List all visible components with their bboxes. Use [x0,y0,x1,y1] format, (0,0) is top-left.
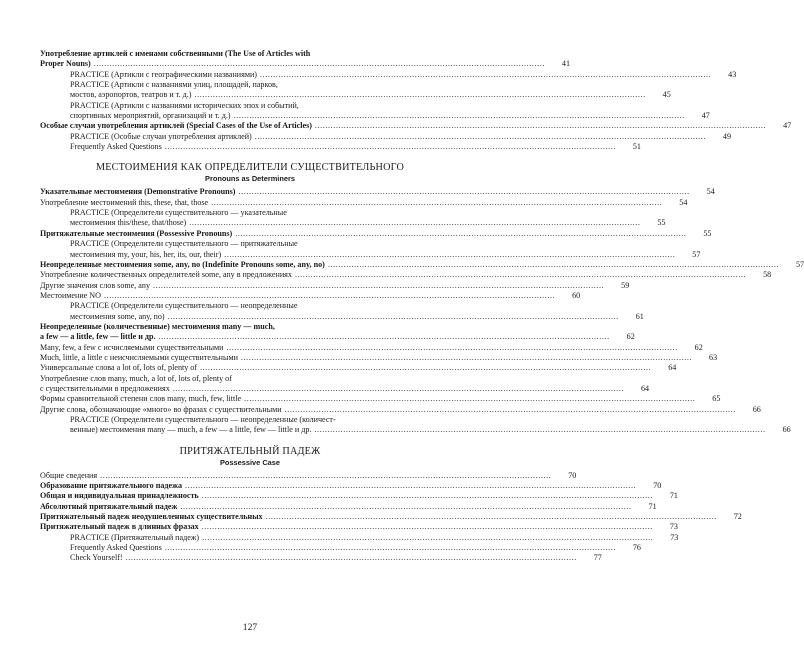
dot-leader [200,363,651,373]
toc-page-number: 49 [722,131,731,141]
toc-entry [40,197,688,208]
table-of-contents [40,49,804,564]
toc-entry-title-line: Неопределенные (количественные) местоимения many — much, [40,321,275,331]
toc-entry [40,512,742,522]
toc-group-possessive [40,470,742,564]
toc-entry [40,321,635,343]
dot-leader [239,187,690,197]
toc-page-number: 70 [653,481,662,491]
toc-entry-title: PRACTICE (Артикли с географическими названиями) [70,69,257,79]
toc-entry [40,131,731,142]
toc-page-number: 47 [783,121,792,131]
toc-entry [40,121,792,131]
toc-page-number: 59 [621,280,630,290]
toc-entry [40,270,772,280]
dot-leader [165,142,616,152]
dot-leader [100,471,551,481]
toc-page-number: 73 [670,532,679,542]
dot-leader [185,481,636,491]
toc-entry-title-line: PRACTICE (Определители существительного — притяжательные [70,239,298,249]
toc-entry-title: Другие слова, обозначающие «много» во фразах с существительными [40,404,282,414]
toc-entry-title-line: PRACTICE (Артикли с названиями улиц, площадей, парков, [70,80,278,90]
toc-entry-title: Особые случаи употребления артиклей (Special Cases of the Use of Articles) [40,121,312,131]
toc-entry [40,522,678,532]
toc-page-number: 57 [796,259,804,269]
toc-entry-title: Frequently Asked Questions [70,543,162,553]
toc-entry-title: Many, few, a few с исчисляемыми существительными [40,342,224,352]
toc-entry [40,491,678,501]
toc-entry-title: Притяжательный падеж в длинных фразах [40,522,199,532]
toc-page-number: 51 [632,142,641,152]
toc-entry-title: Frequently Asked Questions [70,142,162,152]
toc-entry [40,228,712,239]
toc-entry-title: Общая и индивидуальная принадлежность [40,491,199,501]
toc-page-number: 71 [669,491,678,501]
toc-entry-title-line: PRACTICE (Определители существительного — неопределенные [70,301,298,311]
toc-entry [40,553,602,563]
dot-leader [227,343,678,353]
dot-leader [180,502,631,512]
section-heading-possessive [40,446,460,467]
toc-entry-title: Местоимение NO [40,290,101,300]
toc-entry [40,373,650,395]
toc-entry [40,415,791,436]
toc-entry-title: Неопределенные местоимения some, any, no (Indefinite Pronouns some, any, no) [40,259,325,269]
toc-page-number: 70 [568,470,577,480]
toc-entry [40,501,657,512]
dot-leader [159,332,610,342]
toc-entry [40,100,710,122]
toc-entry-title-line: местоимения some, any, no) [70,311,165,321]
dot-leader [260,70,711,80]
section-subtitle: Pronouns as Determiners [205,174,295,184]
toc-entry [40,394,721,404]
toc-entry-title: PRACTICE (Особые случаи употребления артиклей) [70,131,252,141]
dot-leader [189,218,640,228]
toc-entry-title-line: местоимения this/these, that/those) [70,218,187,228]
toc-entry-title: Абсолютный притяжательный падеж [40,501,178,511]
toc-page-number: 64 [640,383,650,393]
toc-page-number: 66 [752,404,761,414]
toc-entry [40,352,718,363]
toc-page-number: 54 [706,187,715,197]
toc-entry-title-line: Proper Nouns) [40,59,91,69]
dot-leader [153,281,604,291]
dot-leader [328,260,779,270]
toc-entry-title: PRACTICE (Притяжательный падеж) [70,532,200,542]
toc-page-number: 63 [709,352,718,362]
toc-entry-title: Притяжательные местоимения (Possessive Pronouns) [40,228,233,238]
toc-entry-title: Образование притяжательного падежа [40,481,183,491]
toc-entry-title: Указательные местоимения (Demonstrative Pronouns) [40,187,236,197]
toc-page-number: 77 [593,553,602,563]
toc-entry-title-line: местоимения my, your, his, her, its, our, their) [70,249,222,259]
toc-entry-title: Другие значения слов some, any [40,280,150,290]
dot-leader [202,491,653,501]
dot-leader [266,512,717,522]
dot-leader [211,198,662,208]
section-title: МЕСТОИМЕНИЯ КАК ОПРЕДЕЛИТЕЛИ СУЩЕСТВИТЕЛЬНОГО [95,162,405,174]
dot-leader [255,132,706,142]
dot-leader [168,312,619,322]
dot-leader [94,59,545,69]
toc-page-number: 45 [662,90,671,100]
toc-page-number: 57 [692,249,701,259]
section-title: ПРИТЯЖАТЕЛЬНЫЙ ПАДЕЖ [179,445,321,457]
dot-leader [202,522,653,532]
dot-leader [241,353,692,363]
toc-entry-title-line: a few — a little, few — little и др. [40,332,156,342]
toc-page-number: 54 [679,197,688,207]
toc-entry-title: Притяжательный падеж неодушевленных существительных [40,512,263,522]
toc-page-number: 66 [782,425,791,435]
toc-page-number: 64 [668,363,677,373]
dot-leader [173,384,624,394]
toc-entry [40,49,570,70]
toc-entry [40,342,703,353]
toc-entry [40,301,644,322]
toc-entry-title-line: PRACTICE (Определители существительного — указательные [70,208,287,218]
page-number: 127 [242,622,258,633]
toc-entry [40,543,641,553]
toc-entry [40,69,737,80]
toc-entry [40,290,581,301]
toc-entry [40,208,666,229]
toc-entry-title: Формы сравнительной степени слов many, much, few, little [40,394,242,404]
toc-entry-title-line: мостов, аэропортов, театров и т. д.) [70,90,192,100]
toc-entry-title-line: спортивных мероприятий, организаций и т. д.) [70,111,231,121]
toc-page-number: 62 [694,342,703,352]
toc-page-number: 72 [733,512,742,522]
toc-page-number: 41 [561,59,570,69]
section-heading-pronouns [40,162,460,183]
dot-leader [202,533,653,543]
dot-leader [126,553,577,563]
toc-page-number: 55 [657,218,666,228]
toc-entry [40,239,701,260]
toc-entry [40,142,641,152]
toc-page-number: 47 [701,111,710,121]
dot-leader [285,405,736,415]
dot-leader [224,250,675,260]
toc-entry-title: Check Yourself! [70,553,123,563]
toc-page-number: 62 [626,332,635,342]
toc-page-number: 65 [712,394,721,404]
dot-leader [295,270,746,280]
dot-leader [315,121,766,131]
toc-page-number: 43 [728,69,737,79]
toc-entry-title: Much, little, a little с неисчисляемыми существительными [40,352,238,362]
toc-entry-title: Общие сведения [40,470,98,480]
dot-leader [165,543,616,553]
toc-page-number: 58 [763,270,772,280]
toc-group-articles [40,49,792,152]
toc-entry [40,280,630,291]
dot-leader [314,425,765,435]
toc-entry [40,363,677,373]
toc-entry [40,470,577,481]
toc-entry-title-line: с существительными в предложениях [40,383,170,393]
toc-page-number: 76 [632,543,641,553]
dot-leader [195,90,646,100]
toc-page-number: 71 [648,501,657,511]
toc-page-number: 61 [635,311,644,321]
toc-entry [40,80,671,101]
toc-entry [40,532,679,543]
toc-group-pronouns [40,187,804,435]
toc-page-number: 73 [669,522,678,532]
section-subtitle: Possessive Case [220,457,280,467]
dot-leader [234,111,685,121]
toc-entry-title: Употребление количественных определителей some, any в предложениях [40,270,292,280]
toc-entry [40,481,662,491]
toc-entry-title-line: венные) местоимения many — much, a few — a little, few — little и др. [70,425,312,435]
toc-entry [40,404,761,415]
toc-page-number: 60 [572,290,581,300]
toc-entry-title-line: PRACTICE (Артикли с названиями исторических эпох и событий, [70,100,299,110]
toc-page-number: 55 [703,228,712,238]
toc-entry [40,187,715,197]
toc-entry-title: Универсальные слова a lot of, lots of, plenty of [40,363,198,373]
dot-leader [244,394,695,404]
toc-entry-title: Употребление местоимений this, these, that, those [40,197,209,207]
dot-leader [104,291,555,301]
dot-leader [235,229,686,239]
toc-entry-title-line: PRACTICE (Определители существительного — неопределенные (количест- [70,415,336,424]
toc-entry-title-line: Употребление слов many, much, a lot of, lots of, plenty of [40,373,232,383]
toc-entry [40,259,804,270]
toc-entry-title-line: Употребление артиклей с именами собственными (The Use of Articles with [40,49,311,58]
